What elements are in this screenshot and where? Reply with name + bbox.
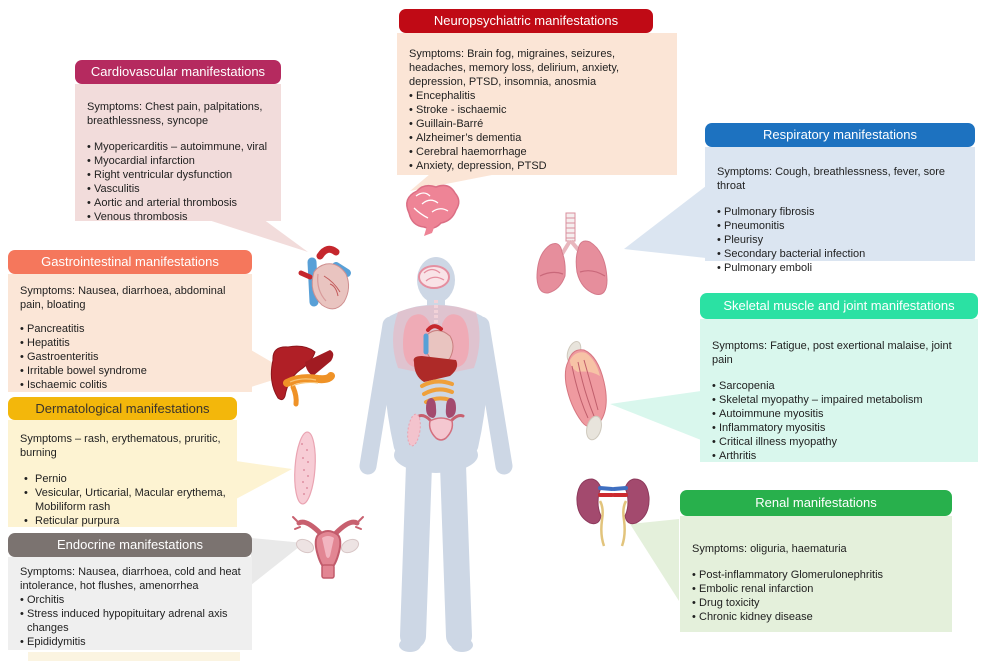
renal-callout bbox=[680, 490, 952, 632]
bullet-glyph: • bbox=[409, 90, 413, 102]
skeletal-symptoms: Symptoms: Fatigue, post exertional malaise, joint pain bbox=[712, 340, 952, 366]
bullet-glyph: • bbox=[717, 220, 721, 232]
skeletal-body bbox=[700, 319, 978, 462]
list-item bbox=[20, 336, 242, 350]
skeletal-callout-tail bbox=[610, 391, 701, 440]
list-item-text: Pancreatitis bbox=[27, 323, 85, 335]
list-item bbox=[717, 205, 965, 219]
bullet-glyph: • bbox=[712, 422, 716, 434]
list-item bbox=[20, 322, 242, 336]
renal-symptoms: Symptoms: oliguria, haematuria bbox=[692, 543, 847, 555]
list-item bbox=[692, 568, 942, 582]
cardiovascular-title: Cardiovascular manifestations bbox=[90, 64, 266, 79]
list-item bbox=[20, 607, 242, 635]
renal-title: Renal manifestations bbox=[755, 495, 877, 510]
list-item bbox=[692, 610, 942, 624]
cardiovascular-symptoms: Symptoms: Chest pain, palpitations, breathlessness, syncope bbox=[87, 101, 263, 127]
list-item bbox=[409, 89, 667, 103]
cardiovascular-header bbox=[75, 60, 281, 84]
list-item bbox=[87, 196, 271, 210]
skin-icon bbox=[293, 431, 318, 504]
list-item bbox=[87, 154, 271, 168]
respiratory-callout bbox=[705, 123, 975, 274]
bullet-glyph: • bbox=[20, 379, 24, 391]
bullet-glyph: • bbox=[87, 169, 91, 181]
list-item bbox=[717, 261, 965, 275]
bullet-glyph: • bbox=[409, 160, 413, 172]
respiratory-symptoms: Symptoms: Cough, breathlessness, fever, sore throat bbox=[717, 166, 946, 192]
neuropsychiatric-callout bbox=[397, 9, 677, 175]
list-item-text: Epididymitis bbox=[27, 636, 86, 648]
uterus-icon bbox=[293, 517, 363, 578]
bullet-glyph: • bbox=[20, 636, 24, 648]
bullet-glyph: • bbox=[409, 146, 413, 158]
bullet-glyph: • bbox=[87, 211, 91, 223]
list-item-text: Critical illness myopathy bbox=[719, 436, 837, 448]
dermatological-header bbox=[8, 397, 237, 420]
list-item bbox=[20, 378, 242, 392]
bullet-glyph: • bbox=[20, 351, 24, 363]
list-item bbox=[409, 159, 667, 173]
dermatological-title: Dermatological manifestations bbox=[35, 401, 210, 416]
skeletal-title: Skeletal muscle and joint manifestations bbox=[723, 298, 955, 313]
neuropsychiatric-body bbox=[397, 33, 677, 175]
dermatological-body bbox=[8, 420, 237, 527]
bullet-glyph: • bbox=[87, 197, 91, 209]
bullet-glyph: • bbox=[692, 583, 696, 595]
respiratory-title: Respiratory manifestations bbox=[763, 127, 917, 142]
list-item bbox=[717, 219, 965, 233]
dermatological-symptoms: Symptoms – rash, erythematous, pruritic, burning bbox=[20, 433, 221, 459]
bullet-glyph: • bbox=[20, 337, 24, 349]
list-item-text: Pulmonary emboli bbox=[724, 262, 813, 274]
list-item-text: Autoimmune myositis bbox=[719, 408, 824, 420]
gastrointestinal-title: Gastrointestinal manifestations bbox=[41, 254, 219, 269]
list-item bbox=[87, 210, 271, 224]
list-item-text: Embolic renal infarction bbox=[699, 583, 814, 595]
list-item bbox=[87, 140, 271, 154]
list-item-text: Anxiety, depression, PTSD bbox=[416, 160, 547, 172]
endocrine-symptoms: Symptoms: Nausea, diarrhoea, cold and heat intolerance, hot flushes, amenorrhea bbox=[20, 566, 241, 592]
list-item-text: Irritable bowel syndrome bbox=[27, 365, 147, 377]
list-item bbox=[717, 233, 965, 247]
list-item bbox=[409, 117, 667, 131]
list-item bbox=[409, 145, 667, 159]
bullet-glyph: • bbox=[409, 118, 413, 130]
respiratory-header bbox=[705, 123, 975, 147]
list-item-text: Drug toxicity bbox=[699, 597, 760, 609]
list-item-text: Pneumonitis bbox=[724, 220, 785, 232]
list-item bbox=[20, 364, 242, 378]
neuropsychiatric-items bbox=[409, 89, 667, 173]
renal-items bbox=[692, 568, 942, 624]
list-item bbox=[409, 131, 667, 145]
list-item-text: Aortic and arterial thrombosis bbox=[94, 197, 238, 209]
list-item-text: Orchitis bbox=[27, 594, 65, 606]
skeletal-items bbox=[712, 379, 968, 463]
list-item-text: Sarcopenia bbox=[719, 380, 775, 392]
gastrointestinal-items bbox=[20, 322, 242, 392]
cardiovascular-body bbox=[75, 84, 281, 221]
list-item-text: Guillain-Barré bbox=[416, 118, 484, 130]
neuropsychiatric-symptoms: Symptoms: Brain fog, migraines, seizures, headaches, memory loss, delirium, anxiety, depression, PTSD, insomnia, anosmia bbox=[409, 48, 620, 88]
bullet-glyph: • bbox=[20, 365, 24, 377]
list-item bbox=[20, 350, 242, 364]
bullet-glyph: • bbox=[712, 408, 716, 420]
dermatological-items bbox=[20, 472, 227, 528]
neuropsychiatric-title: Neuropsychiatric manifestations bbox=[433, 13, 619, 28]
respiratory-callout-tail bbox=[624, 186, 706, 258]
bullet-glyph: • bbox=[692, 611, 696, 623]
renal-body bbox=[680, 516, 952, 632]
gastrointestinal-body bbox=[8, 274, 252, 392]
brain-icon bbox=[407, 185, 459, 236]
list-item-text: Vasculitis bbox=[94, 183, 140, 195]
list-item-text: Post-inflammatory Glomerulonephritis bbox=[699, 569, 884, 581]
bullet-glyph: • bbox=[712, 450, 716, 462]
list-item-text: Inflammatory myositis bbox=[719, 422, 826, 434]
bullet-glyph: • bbox=[717, 248, 721, 260]
cardiovascular-items bbox=[87, 140, 271, 224]
list-item-text: Skeletal myopathy – impaired metabolism bbox=[719, 394, 923, 406]
list-item bbox=[20, 486, 227, 514]
lungs-icon bbox=[537, 213, 607, 294]
endocrine-callout bbox=[8, 533, 252, 650]
list-item-text: Chronic kidney disease bbox=[699, 611, 813, 623]
list-item bbox=[409, 103, 667, 117]
list-item-text: Right ventricular dysfunction bbox=[94, 169, 233, 181]
liver-pancreas-icon bbox=[271, 346, 333, 404]
bullet-glyph: • bbox=[20, 323, 24, 335]
dermatological-callout-tail bbox=[236, 461, 292, 499]
list-item-text: Ischaemic colitis bbox=[27, 379, 108, 391]
list-item-text: Venous thrombosis bbox=[94, 211, 188, 223]
skeletal-callout bbox=[700, 293, 978, 462]
list-item-text: Alzheimer’s dementia bbox=[416, 132, 522, 144]
list-item bbox=[20, 593, 242, 607]
list-item bbox=[717, 247, 965, 261]
list-item-text: Arthritis bbox=[719, 450, 757, 462]
list-item-text: Pernio bbox=[35, 473, 67, 485]
list-item-text: Myopericarditis – autoimmune, viral bbox=[94, 141, 268, 153]
list-item bbox=[712, 393, 968, 407]
bullet-glyph: • bbox=[24, 487, 28, 499]
list-item bbox=[712, 449, 968, 463]
list-item-text: Vesicular, Urticarial, Macular erythema, Mobiliform rash bbox=[35, 487, 226, 513]
respiratory-items bbox=[717, 205, 965, 275]
list-item-text: Pleurisy bbox=[724, 234, 764, 246]
bullet-glyph: • bbox=[717, 206, 721, 218]
bullet-glyph: • bbox=[87, 141, 91, 153]
respiratory-body bbox=[705, 147, 975, 274]
bullet-glyph: • bbox=[24, 515, 28, 527]
endocrine-items bbox=[20, 593, 242, 649]
list-item bbox=[712, 407, 968, 421]
renal-callout-tail bbox=[630, 519, 679, 601]
bullet-glyph: • bbox=[692, 597, 696, 609]
bullet-glyph: • bbox=[24, 473, 28, 485]
list-item bbox=[692, 596, 942, 610]
list-item bbox=[712, 435, 968, 449]
list-item bbox=[87, 168, 271, 182]
bullet-glyph: • bbox=[717, 262, 721, 274]
list-item bbox=[20, 472, 227, 486]
list-item bbox=[692, 582, 942, 596]
bullet-glyph: • bbox=[717, 234, 721, 246]
list-item-text: Reticular purpura bbox=[35, 515, 120, 527]
list-item bbox=[20, 514, 227, 528]
bullet-glyph: • bbox=[20, 594, 24, 606]
list-item bbox=[87, 182, 271, 196]
endocrine-header bbox=[8, 533, 252, 557]
gastrointestinal-callout bbox=[8, 250, 252, 392]
list-item-text: Hepatitis bbox=[27, 337, 70, 349]
gastrointestinal-header bbox=[8, 250, 252, 274]
bullet-glyph: • bbox=[409, 132, 413, 144]
skeletal-header bbox=[700, 293, 978, 319]
list-item-text: Pulmonary fibrosis bbox=[724, 206, 815, 218]
endocrine-body bbox=[8, 557, 252, 650]
bullet-glyph: • bbox=[712, 436, 716, 448]
muscle-icon bbox=[565, 340, 607, 442]
endocrine-title: Endocrine manifestations bbox=[57, 537, 203, 552]
list-item bbox=[20, 635, 242, 649]
list-item bbox=[712, 421, 968, 435]
list-item bbox=[712, 379, 968, 393]
cropped-box-edge bbox=[28, 652, 240, 661]
cardiovascular-callout bbox=[75, 60, 281, 221]
bullet-glyph: • bbox=[692, 569, 696, 581]
bullet-glyph: • bbox=[712, 380, 716, 392]
heart-icon bbox=[301, 249, 349, 309]
bullet-glyph: • bbox=[87, 155, 91, 167]
gastrointestinal-symptoms: Symptoms: Nausea, diarrhoea, abdominal pain, bloating bbox=[20, 285, 226, 311]
list-item-text: Cerebral haemorrhage bbox=[416, 146, 527, 158]
list-item-text: Stress induced hypopituitary adrenal axis changes bbox=[27, 608, 228, 634]
bullet-glyph: • bbox=[20, 608, 24, 620]
neuropsychiatric-header bbox=[399, 9, 653, 33]
list-item-text: Myocardial infarction bbox=[94, 155, 195, 167]
list-item-text: Stroke - ischaemic bbox=[416, 104, 507, 116]
dermatological-callout bbox=[8, 397, 237, 527]
list-item-text: Encephalitis bbox=[416, 90, 476, 102]
list-item-text: Gastroenteritis bbox=[27, 351, 99, 363]
list-item-text: Secondary bacterial infection bbox=[724, 248, 866, 260]
bullet-glyph: • bbox=[87, 183, 91, 195]
bullet-glyph: • bbox=[712, 394, 716, 406]
bullet-glyph: • bbox=[409, 104, 413, 116]
renal-header bbox=[680, 490, 952, 516]
